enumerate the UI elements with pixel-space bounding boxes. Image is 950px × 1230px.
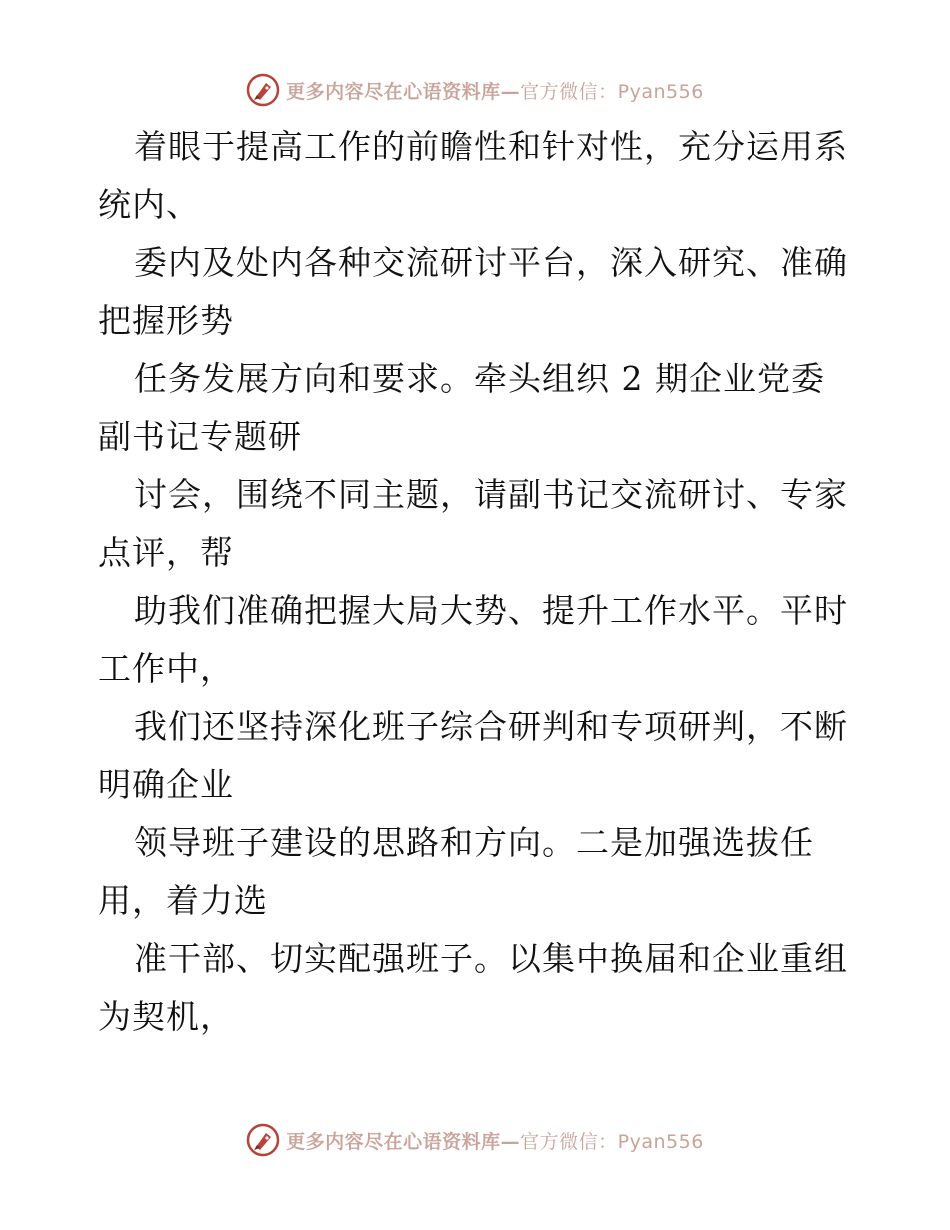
pen-nib-logo-icon (246, 1123, 280, 1157)
text-line: 用，着力选 (98, 881, 268, 920)
watermark-wechat-text: 官方微信：Pyan556 (520, 80, 704, 103)
text-line: 点评，帮 (98, 533, 234, 572)
footer-watermark (0, 1120, 950, 1160)
text-line: 明确企业 (98, 765, 234, 804)
text-line: 任务发展方向和要求。牵头组织 2 期企业党委 (134, 359, 825, 398)
text-line: 讨会，围绕不同主题，请副书记交流研讨、专家 (134, 475, 848, 514)
document-body (98, 118, 858, 1046)
header-watermark (0, 70, 950, 110)
watermark-separator: — (500, 80, 521, 103)
text-line: 助我们准确把握大局大势、提升工作水平。平时 (134, 591, 848, 630)
text-line: 着眼于提高工作的前瞻性和针对性，充分运用系 (134, 127, 848, 166)
text-line: 我们还坚持深化班子综合研判和专项研判，不断 (134, 707, 848, 746)
text-line: 领导班子建设的思路和方向。二是加强选拔任 (134, 823, 814, 862)
watermark-site-text: 更多内容尽在心语资料库 (286, 80, 501, 103)
text-line: 委内及处内各种交流研讨平台，深入研究、准确 (134, 243, 848, 282)
text-line: 把握形势 (98, 301, 234, 340)
text-line: 为契机， (98, 997, 234, 1036)
text-line: 统内、 (98, 185, 200, 224)
text-line: 准干部、切实配强班子。以集中换届和企业重组 (134, 939, 848, 978)
watermark-site-text: 更多内容尽在心语资料库 (286, 1130, 501, 1153)
watermark-separator: — (500, 1130, 521, 1153)
watermark-wechat-text: 官方微信：Pyan556 (520, 1130, 704, 1153)
text-line: 工作中， (98, 649, 234, 688)
pen-nib-logo-icon (246, 73, 280, 107)
text-line: 副书记专题研 (98, 417, 302, 456)
